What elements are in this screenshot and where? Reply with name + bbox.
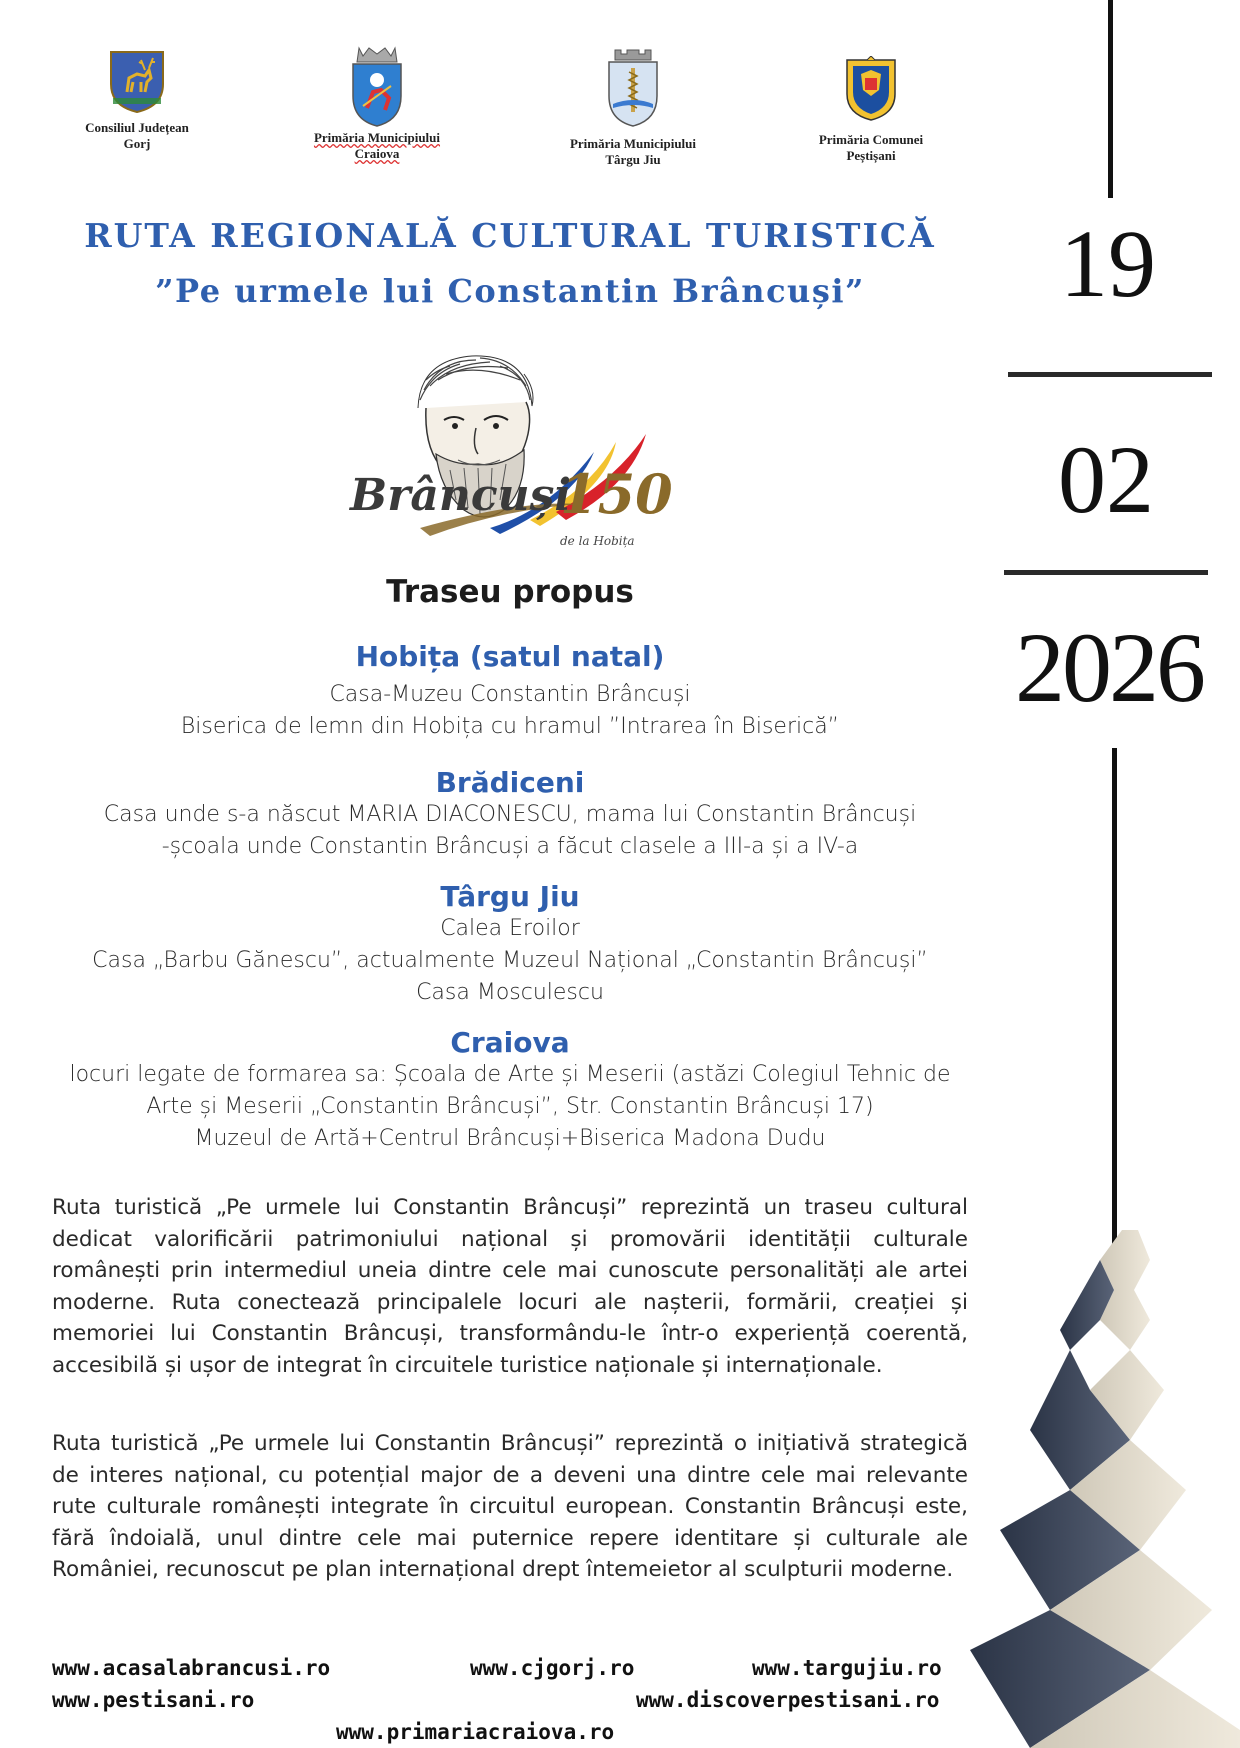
stop-line: Casa-Muzeu Constantin Brâncuși (329, 682, 691, 707)
description-paragraph-1: Ruta turistică „Pe urmele lui Constantin Brâncuși” reprezintă un traseu cultural dedicat valorificării patrimoniului național și promovării identității culturale românești prin intermediul uneia dintre cele mai cunoscute personalități ale artei moderne. Ruta conectează principalele locuri ale nașterii, formării, creației și memoriei lui Constantin Brâncuși, transformându-le într-o experiență coerentă, accesibilă și ușor de integrat în circuitele turistice naționale și internaționale. (52, 1195, 968, 1378)
title-line-2: ”Pe urmele lui Constantin Brâncuși” (155, 272, 865, 310)
description-paragraph-2: Ruta turistică „Pe urmele lui Constantin Brâncuși” reprezintă o inițiativă strategică de interes național, cu potențial major de a deveni una dintre cele mai relevante rute culturale românești integrate în circuitul european. Constantin Brâncuși este, fără îndoială, unul dintre cele mai puternice repere identitare și culturale ale României, recunoscut pe plan internațional drept întemeietor al sculpturii moderne. (52, 1431, 968, 1582)
gorj-coat-of-arms-icon (107, 48, 167, 114)
crest-craiova-label: Primăria Municipiului Craiova (313, 130, 441, 161)
crest-pestisani-label: Primăria Comunei Peștișani (818, 132, 924, 163)
date-divider-bottom (1112, 748, 1117, 1248)
date-month: 02 (1058, 426, 1154, 533)
website-link[interactable]: www.targujiu.ro (752, 1656, 942, 1680)
website-link[interactable]: www.acasalabrancusi.ro (52, 1656, 331, 1680)
logo-number: 150 (560, 462, 673, 526)
stop-line: Calea Eroilor (440, 916, 580, 941)
logo-tagline: de la Hobița (560, 534, 635, 548)
website-link[interactable]: www.primariacraiova.ro (336, 1720, 615, 1744)
logo-name: Brâncuși (350, 470, 572, 521)
stop-line: Casa Mosculescu (416, 980, 604, 1005)
stop-name: Hobița (satul natal) (355, 640, 665, 673)
website-link[interactable]: www.discoverpestisani.ro (636, 1688, 940, 1712)
crest-targu-jiu-label: Primăria Municipiului Târgu Jiu (569, 136, 697, 167)
brancusi-150-logo (350, 350, 690, 560)
date-year: 2026 (1015, 612, 1203, 723)
date-divider (1008, 372, 1212, 377)
route-stop (40, 766, 980, 863)
brancusi-portrait-icon (380, 350, 690, 560)
stop-line: -școala unde Constantin Brâncuși a făcut clasele a III-a și a IV-a (161, 834, 859, 859)
stop-line: Casa unde s-a născut MARIA DIACONESCU, mama lui Constantin Brâncuși (103, 802, 917, 827)
route-stop (40, 640, 980, 743)
date-divider (1004, 570, 1208, 575)
stop-name: Târgu Jiu (440, 880, 580, 913)
date-divider-top (1108, 0, 1113, 198)
title-line-1: RUTA REGIONALĂ CULTURAL TURISTICĂ (84, 216, 936, 255)
stop-line: Casa „Barbu Gănescu”, actualmente Muzeul Național „Constantin Brâncuși” (92, 948, 928, 973)
stop-line: Muzeul de Artă+Centrul Brâncuși+Biserica Madona Dudu (194, 1126, 826, 1151)
crest-craiova (282, 46, 472, 162)
stop-name: Brădiceni (435, 766, 585, 799)
endless-column-sculpture (950, 1230, 1240, 1748)
website-link[interactable]: www.cjgorj.ro (470, 1656, 635, 1680)
stop-name: Craiova (450, 1026, 570, 1059)
route-stop (40, 880, 980, 1009)
stop-line: Biserica de lemn din Hobița cu hramul ”Intrarea în Biserică” (180, 714, 840, 739)
crest-gorj-label: Consiliul Județean Gorj (85, 120, 189, 151)
website-link[interactable]: www.pestisani.ro (52, 1688, 255, 1712)
pestisani-coat-of-arms-icon (843, 56, 899, 122)
date-day: 19 (1060, 210, 1156, 317)
craiova-coat-of-arms-icon (345, 46, 409, 128)
crest-gorj (42, 48, 232, 152)
stop-line: locuri legate de formarea sa: Școala de Arte și Meserii (astăzi Colegiul Tehnic de (69, 1062, 951, 1087)
route-stop (40, 1026, 980, 1155)
crest-targu-jiu (538, 46, 728, 168)
stop-line: Arte și Meserii „Constantin Brâncuși”, Str. Constantin Brâncuși 17) (146, 1094, 874, 1119)
route-heading: Traseu propus (386, 574, 634, 610)
crest-pestisani (776, 56, 966, 164)
targu-jiu-coat-of-arms-icon (603, 46, 663, 130)
